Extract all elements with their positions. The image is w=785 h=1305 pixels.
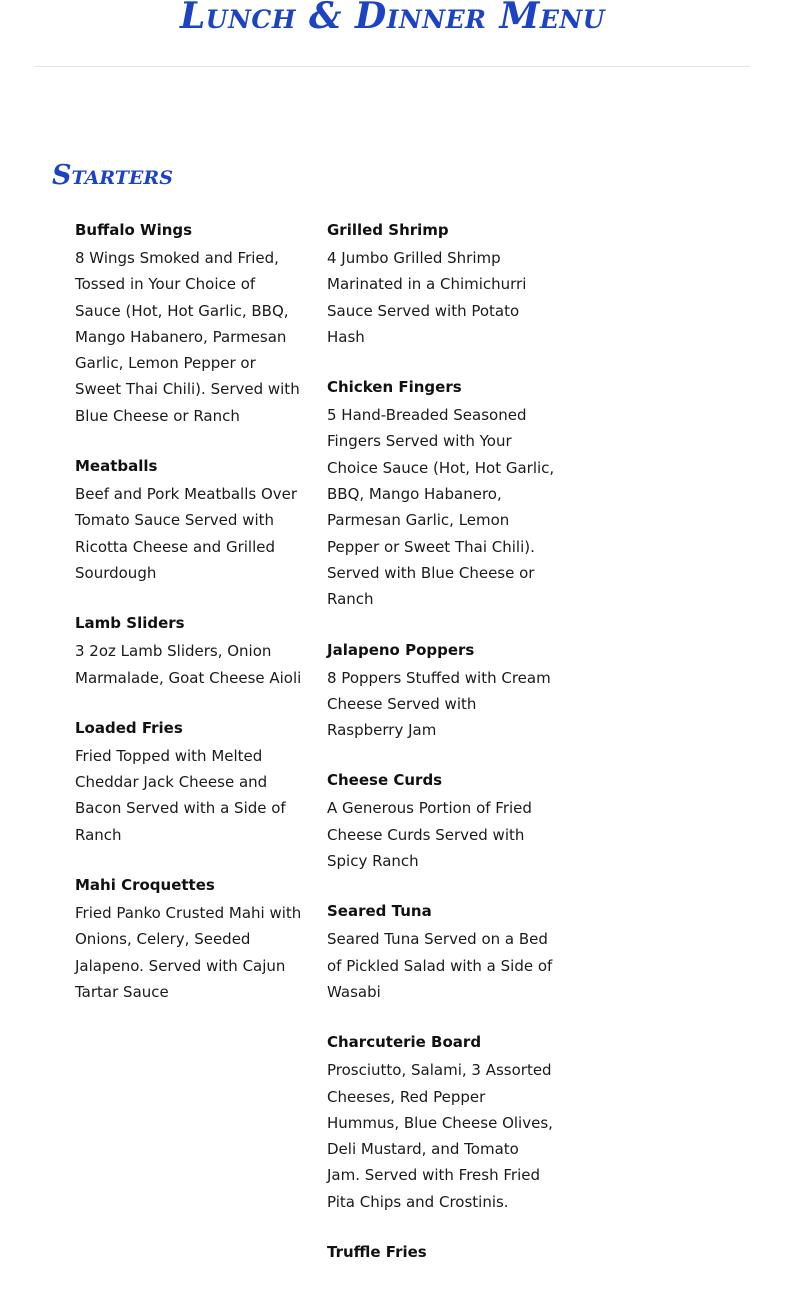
menu-item [75, 455, 303, 586]
menu-item-description: Seared Tuna Served on a Bed of Pickled Salad with a Side of Wasabi [327, 930, 553, 1001]
menu-item-name: Lamb Sliders [75, 614, 185, 633]
menu-item [327, 639, 555, 744]
menu-item [327, 1241, 555, 1263]
menu-item-description: Beef and Pork Meatballs Over Tomato Sauce Served with Ricotta Cheese and Grilled Sourdough [75, 485, 298, 582]
menu-item-name: Buffalo Wings [75, 221, 193, 239]
menu-item-description: Fried Panko Crusted Mahi with Onions, Celery, Seeded Jalapeno. Served with Cajun Tartar Sauce [75, 904, 302, 1001]
menu-item-name: Cheese Curds [327, 771, 443, 790]
section-title-starters: Starters [52, 160, 173, 191]
menu-item-description: 5 Hand-Breaded Seasoned Fingers Served with Your Choice Sauce (Hot, Hot Garlic, BBQ, Mango Habanero, Parmesan Garlic, Lemon Pepper or Sweet Thai Chili). Served with Blue Cheese or Ranch [327, 406, 555, 609]
menu-item-name: Charcuterie Board [327, 1033, 482, 1052]
menu-item-name: Grilled Shrimp [327, 221, 449, 239]
menu-item-name: Truffle Fries [327, 1243, 427, 1262]
menu-item-name: Chicken Fingers [327, 378, 462, 397]
menu-item-name: Meatballs [75, 457, 158, 476]
menu-item-name: Mahi Croquettes [75, 876, 215, 895]
menu-item [327, 376, 555, 612]
menu-item-description: A Generous Portion of Fried Cheese Curds Served with Spicy Ranch [327, 799, 532, 871]
menu-item-description: 3 2oz Lamb Sliders, Onion Marmalade, Goat Cheese Aioli [75, 642, 302, 687]
menu-column-left [75, 219, 303, 1031]
menu-item [75, 612, 303, 691]
menu-item-description: Fried Topped with Melted Cheddar Jack Cheese and Bacon Served with a Side of Ranch [75, 746, 286, 844]
menu-item-description: 8 Poppers Stuffed with Cream Cheese Served with Raspberry Jam [327, 668, 551, 740]
header-divider [35, 66, 750, 67]
menu-item-name: Seared Tuna [327, 902, 432, 921]
menu-column-right [327, 219, 555, 1289]
menu-item-description: Prosciutto, Salami, 3 Assorted Cheeses, Red Pepper Hummus, Blue Cheese Olives, Deli Mustard, and Tomato Jam. Served with Fresh Fried Pita Chips and Crostinis. [327, 1061, 553, 1211]
menu-item-description: 4 Jumbo Grilled Shrimp Marinated in a Chimichurri Sauce Served with Potato Hash [327, 249, 527, 346]
menu-item [75, 219, 303, 429]
menu-item-name: Loaded Fries [75, 718, 183, 737]
menu-item [327, 769, 555, 874]
menu-item [327, 1031, 555, 1215]
menu-item-name: Jalapeno Poppers [327, 640, 475, 659]
menu-item [327, 219, 555, 350]
menu-item [327, 900, 555, 1005]
menu-item [75, 717, 303, 848]
menu-item [75, 874, 303, 1005]
page-title: Lunch & Dinner Menu [179, 0, 606, 37]
menu-item-description: 8 Wings Smoked and Fried, Tossed in Your Choice of Sauce (Hot, Hot Garlic, BBQ, Mango Habanero, Parmesan Garlic, Lemon Pepper or Sweet Thai Chili). Served with Blue Cheese or Ranch [75, 249, 300, 425]
